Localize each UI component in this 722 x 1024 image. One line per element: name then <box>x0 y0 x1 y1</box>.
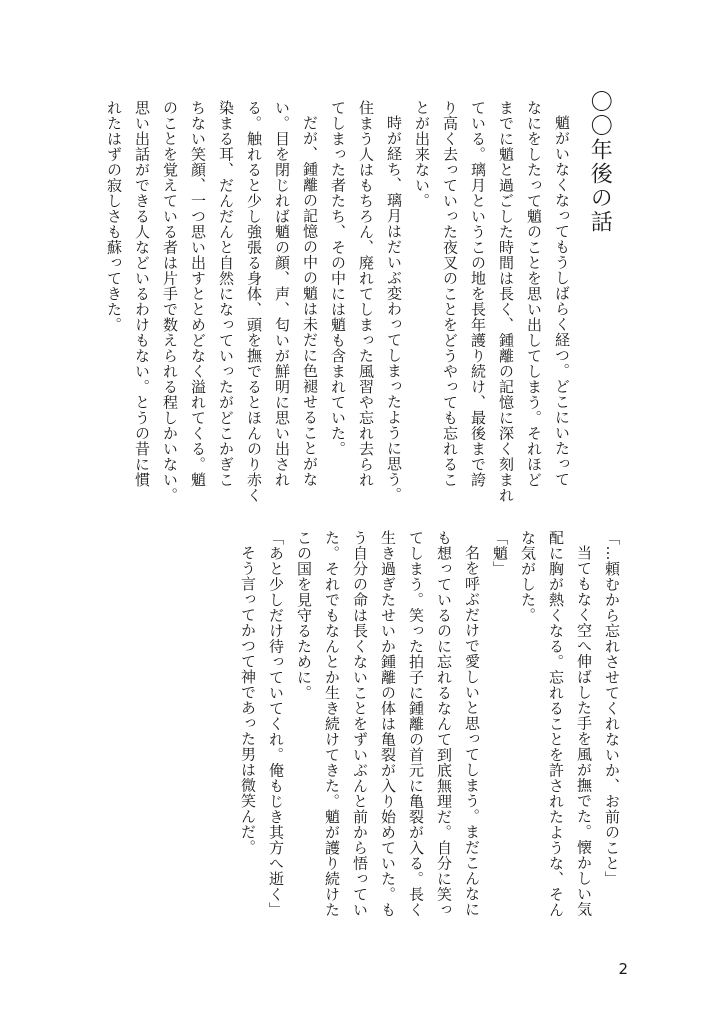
text-line: ちない笑顔、一つ思い出すととめどなく溢れてくる。魈 <box>189 100 207 488</box>
text-line: う自分の命は長くないことをずいぶんと前から悟ってい <box>351 530 369 918</box>
text-line: 「…頼むから忘れさせてくれないか、お前のこと」 <box>603 530 621 887</box>
text-line: この国を見守るために。 <box>295 530 313 701</box>
text-line: 染まる耳、だんだんと自然になっていったがどこかぎこ <box>217 100 235 488</box>
text-line: そう言ってかつて神であった男は微笑んだ。 <box>239 545 257 855</box>
text-line: 思い出話ができる人などいるわけもない。とうの昔に慣 <box>133 100 151 488</box>
text-line: り高く去っていった夜叉のことをどうやっても忘れるこ <box>441 100 459 488</box>
text-line: な気がした。 <box>519 530 537 623</box>
text-line: だが、鍾離の記憶の中の魈は未だに色褪せることがな <box>301 115 319 487</box>
text-line: 当てもなく空へ伸ばした手を風が撫でた。懐かしい気 <box>575 545 593 917</box>
text-line: てしまう。笑った拍子に鍾離の首元に亀裂が入る。長く <box>407 530 425 918</box>
text-block-bottom <box>234 530 626 950</box>
text-line: とが出来ない。 <box>413 100 431 209</box>
text-line: 時が経ち、璃月はだいぶ変わってしまったように思う。 <box>385 115 403 503</box>
text-line: る。触れると少し強張る身体、頭を撫でるとほんのり赤く <box>245 100 263 503</box>
text-line: てしまった者たち、その中には魈も含まれていた。 <box>329 100 347 457</box>
text-line: 「魈」 <box>491 530 509 577</box>
text-line: ている。璃月というこの地を長年護り続け、最後まで誇 <box>469 100 487 488</box>
text-line: 「あと少しだけ待っていてくれ。俺もじき其方へ逝く」 <box>267 530 285 918</box>
text-line: までに魈と過ごした時間は長く、鍾離の記憶に深く刻まれ <box>497 100 515 503</box>
text-line: い。目を閉じれば魈の顔、声、匂いが鮮明に思い出され <box>273 100 291 488</box>
text-block-top <box>100 100 576 520</box>
chapter-title: 〇〇年後の話 <box>587 90 613 234</box>
text-line: のことを覚えている者は片手で数えられる程しかいない。 <box>161 100 179 503</box>
text-line: 魈がいなくなってもうしばらく経つ。どこにいたって <box>553 115 571 487</box>
text-line: れたはずの寂しさも蘇ってきた。 <box>105 100 123 333</box>
text-line: 住まう人はもちろん、廃れてしまった風習や忘れ去られ <box>357 100 375 488</box>
text-line: なにをしたって魈のことを思い出してしまう。それほど <box>525 100 543 488</box>
text-line: 生き過ぎたせいか鍾離の体は亀裂が入り始めていた。も <box>379 530 397 918</box>
text-line: も想っているのに忘れるなんて到底無理だ。自分に笑っ <box>435 530 453 918</box>
text-line: 名を呼ぶだけで愛しいと思ってしまう。まだこんなに <box>463 545 481 917</box>
text-line: 配に胸が熱くなる。忘れることを許されたような、そん <box>547 530 565 918</box>
page-number: 2 <box>618 960 628 978</box>
text-line: た。それでもなんとか生き続けてきた。魈が護り続けた <box>323 530 341 918</box>
